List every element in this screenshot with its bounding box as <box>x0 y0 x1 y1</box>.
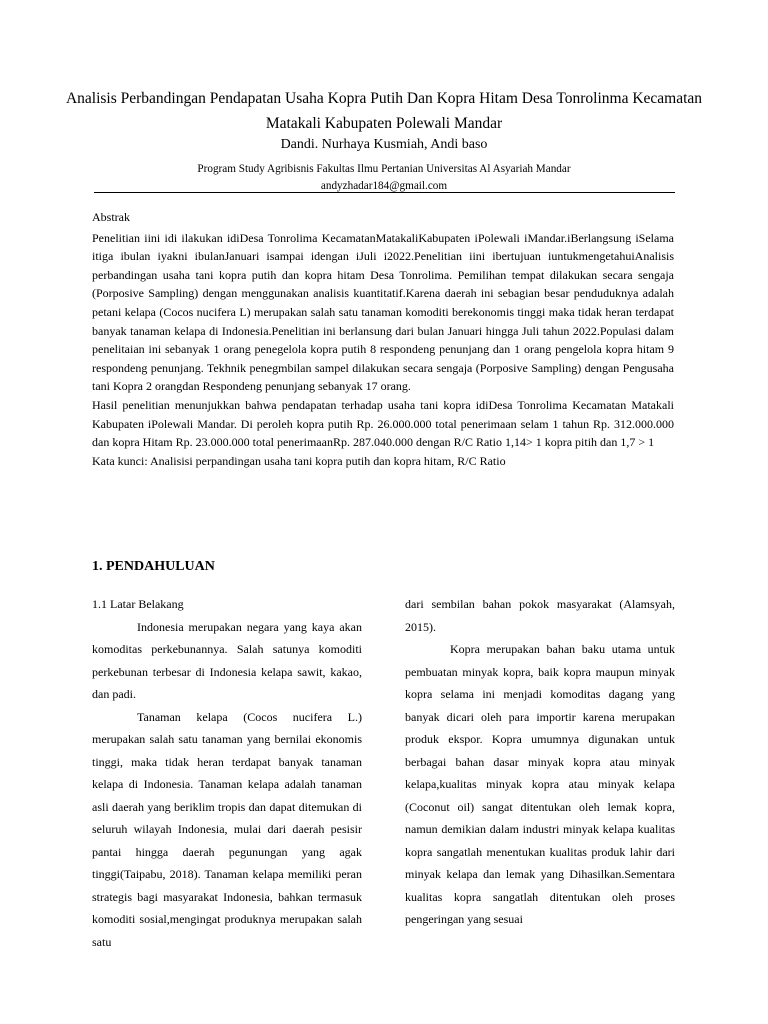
body-paragraph: dari sembilan bahan pokok masyarakat (Alamsyah, 2015). <box>405 597 675 634</box>
body-paragraph: Kopra merupakan bahan baku utama untuk pembuatan minyak kopra, baik kopra maupun minyak kopra selama ini menjadi komoditas dagang yang banyak dicari oleh para importir karena merupakan produk ekspor. Kopra umumnya digunakan untuk berbagai bahan dasar minyak kopra atau minyak kelapa,kualitas minyak kopra atau minyak kelapa (Coconut oil) sangat ditentukan oleh lemak kopra, namun demikian dalam industri minyak kelapa kualitas kopra sangatlah menentukan kualitas produk lahir dari minyak kelapa dan lemak yang Dihasilkan.Sementara kualitas kopra sangatlah ditentukan oleh proses pengeringan yang sesuai <box>405 642 675 926</box>
abstract-keywords: Kata kunci: Analisisi perpandingan usaha tani kopra putih dan kopra hitam, R/C Ratio <box>92 453 506 468</box>
author-email: andyzhadar184@gmail.com <box>320 180 448 192</box>
abstract-paragraph-2: Hasil penelitian menunjukkan bahwa pendapatan terhadap usaha tani kopra idiDesa Tonrolima Kecamatan Matakali Kabupaten iPolewali Mandar. Di peroleh kopra putih Rp. 26.000.000 total penerimaan selam 1 tahun Rp. 312.000.000 dan kopra Hitam Rp. 23.000.000 total penerimaanRp. 287.040.000 dengan R/C Ratio 1,14> 1 kopra pitih dan 1,7 > 1 <box>92 397 674 450</box>
body-paragraph: Indonesia merupakan negara yang kaya akan komoditas perkebunannya. Salah satunya komoditi perkebunan terbesar di Indonesia kelapa sawit, kakao, dan padi. <box>92 619 362 701</box>
section-heading: 1. PENDAHULUAN <box>92 559 215 574</box>
paper-title: Analisis Perbandingan Pendapatan Usaha Kopra Putih Dan Kopra Hitam Desa Tonrolinma Kecamatan Matakali Kabupaten Polewali Mandar <box>65 90 703 132</box>
header-divider <box>94 192 675 193</box>
body-column-right <box>405 593 675 931</box>
body-paragraph: Tanaman kelapa (Cocos nucifera L.) merupakan salah satu tanaman yang bernilai ekonomis tinggi, maka tidak heran terdapat banyak tanaman kelapa di Indonesia. Tanaman kelapa adalah tanaman asli daerah yang beriklim tropis dan dapat ditemukan di seluruh wilayah Indonesia, mulai dari daerah pesisir pantai hingga daerah pegunungan yang agak tinggi(Taipabu, 2018). Tanaman kelapa memiliki peran strategis bagi masyarakat Indonesia, bahkan termasuk komoditi sosial,mengingat produknya merupakan salah satu <box>92 709 362 949</box>
author-list: Dandi. Nurhaya Kusmiah, Andi baso <box>280 137 488 152</box>
abstract-paragraph-1: Penelitian iini idi ilakukan idiDesa Tonrolima KecamatanMatakaliKabupaten iPolewali iMandar.iBerlangsung iSelama itiga ibulan iyakni ibulanJanuari isampai idengan iJuli i2022.Penelitian iini ibertujuan iuntukmengetahuiAnalisis perbandingan usaha tani kopra putih dan kopra hitam Desa Tonrolima. Pemilihan tempat dilakukan secara sengaja (Porposive Sampling) dengan menggunakan analisis kuantitatif.Karena daerah ini sebagian besar penduduknya adalah petani kelapa (Cocos nucifera L) merupakan salah satu tanaman komoditi berekonomis tinggi maka tidak heran terdapat banyak tanaman kelapa di Indonesia.Penelitian ini berlansung dari bulan Januari hingga Juli tahun 2022.Populasi dalam penelitaian ini sebanyak 1 orang penegelola kopra putih 8 respondeng penunjang dan 1 orang pengelola kopra hitam 9 respondeng penunjang. Tekhnik penegmbilan sampel dilakukan secara sengaja (Porposive Sampling) dengan Pengusaha tani Kopra 2 orangdan Respondeng penunjang sebanyak 17 orang. <box>92 230 674 394</box>
subsection-heading: 1.1 Latar Belakang <box>92 597 184 611</box>
abstract-block <box>92 208 674 470</box>
affiliation: Program Study Agribisnis Fakultas Ilmu Pertanian Universitas Al Asyariah Mandar <box>197 163 571 175</box>
abstract-heading: Abstrak <box>92 210 130 224</box>
body-column-left <box>92 593 362 953</box>
